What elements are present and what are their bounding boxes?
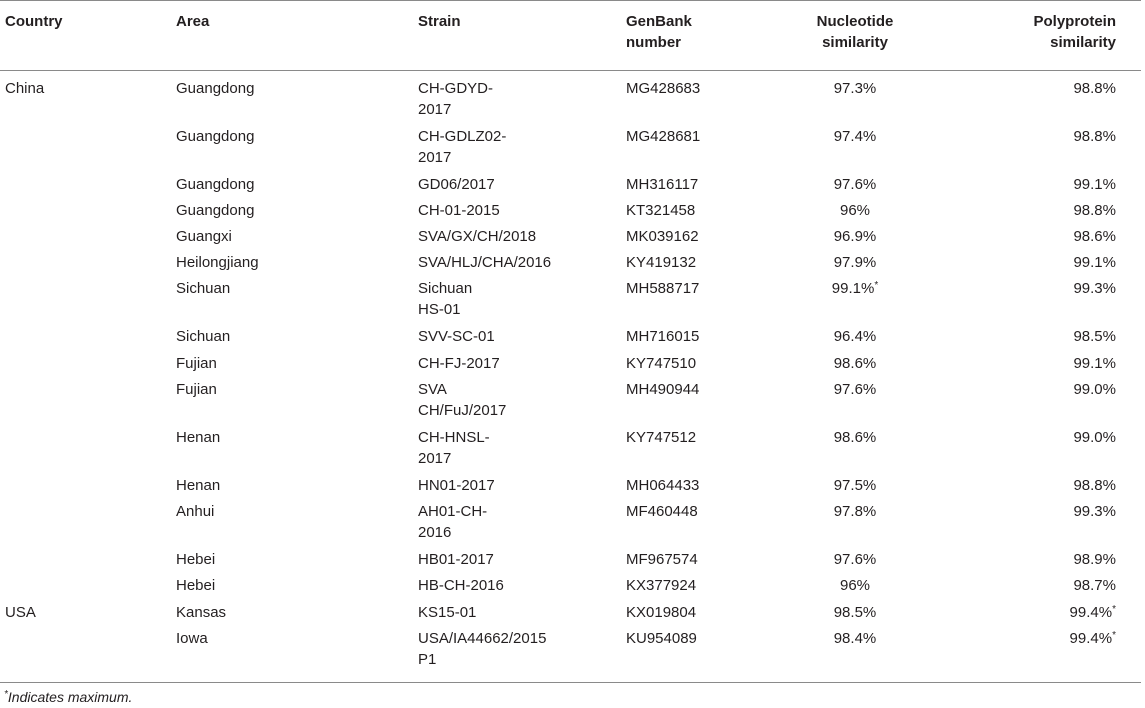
cell-genbank-text: MF460448 — [626, 503, 698, 520]
cell-genbank — [626, 549, 736, 570]
cell-genbank-text: MH588717 — [626, 280, 700, 297]
cell-polyprotein — [975, 252, 1116, 273]
cell-polyprotein — [975, 501, 1116, 522]
cell-area — [176, 78, 254, 99]
cell-nucleotide-text: 97.4% — [833, 128, 877, 145]
cell-strain-text: SVV-SC-01 — [418, 328, 495, 345]
cell-strain-text: AH01-CH- 2016 — [418, 503, 488, 541]
cell-strain-text: CH-GDYD- 2017 — [418, 80, 493, 118]
cell-polyprotein — [975, 549, 1116, 570]
cell-strain-text: HB-CH-2016 — [418, 577, 504, 594]
cell-country — [5, 602, 36, 623]
cell-polyprotein-text: 98.8% — [1073, 80, 1116, 97]
cell-area-text: Hebei — [176, 551, 216, 568]
cell-strain — [418, 126, 578, 168]
cell-genbank — [626, 379, 736, 400]
cell-polyprotein-text: 99.1% — [1073, 355, 1116, 372]
cell-strain-text: SVA CH/FuJ/2017 — [418, 381, 507, 419]
cell-area-text: Hebei — [176, 577, 216, 594]
cell-area — [176, 174, 254, 195]
cell-genbank-text: KY419132 — [626, 254, 697, 271]
cell-area-text: Sichuan — [176, 328, 231, 345]
cell-area-text: Iowa — [176, 630, 208, 647]
cell-nucleotide — [760, 78, 950, 99]
cell-strain — [418, 353, 578, 374]
cell-genbank-text: MG428681 — [626, 128, 701, 145]
cell-strain — [418, 501, 578, 543]
cell-strain — [418, 602, 578, 623]
cell-genbank — [626, 78, 736, 99]
cell-polyprotein-text: 98.6% — [1073, 228, 1116, 245]
cell-genbank — [626, 174, 736, 195]
cell-area-text: Fujian — [176, 355, 217, 372]
cell-strain-text: Sichuan HS-01 — [418, 280, 473, 318]
cell-polyprotein — [975, 628, 1116, 649]
cell-genbank-text: MF967574 — [626, 551, 698, 568]
cell-nucleotide — [760, 326, 950, 347]
cell-genbank — [626, 126, 736, 147]
cell-strain-text: CH-HNSL- 2017 — [418, 429, 490, 467]
footnote-mark: * — [4, 689, 8, 700]
cell-area-text: Henan — [176, 477, 221, 494]
cell-polyprotein — [975, 427, 1116, 448]
header-country: Country — [5, 13, 63, 30]
cell-genbank-text: MK039162 — [626, 228, 699, 245]
cell-genbank — [626, 475, 736, 496]
cell-nucleotide-text: 96% — [839, 202, 871, 219]
cell-area — [176, 379, 217, 400]
cell-area-text: Guangdong — [176, 176, 255, 193]
cell-nucleotide-text: 96.4% — [833, 328, 877, 345]
cell-genbank-text: MH064433 — [626, 477, 700, 494]
cell-genbank-text: MG428683 — [626, 80, 701, 97]
cell-genbank-text: KT321458 — [626, 202, 696, 219]
cell-nucleotide-text: 97.6% — [833, 381, 877, 398]
cell-genbank — [626, 628, 736, 649]
cell-strain-text: CH-FJ-2017 — [418, 355, 500, 372]
cell-polyprotein-text: 99.4% — [1069, 604, 1113, 621]
cell-area-text: Sichuan — [176, 280, 231, 297]
cell-genbank — [626, 353, 736, 374]
cell-strain-text: SVA/HLJ/CHA/2016 — [418, 254, 552, 271]
cell-polyprotein — [975, 226, 1116, 247]
cell-strain — [418, 475, 578, 496]
cell-nucleotide-text: 98.6% — [833, 429, 877, 446]
cell-genbank-text: KX377924 — [626, 577, 697, 594]
cell-area — [176, 353, 217, 374]
cell-nucleotide — [760, 628, 950, 649]
cell-area-text: Guangdong — [176, 202, 255, 219]
cell-polyprotein — [975, 379, 1116, 400]
footnote-text: Indicates maximum. — [7, 689, 133, 705]
cell-area-text: Guangdong — [176, 128, 255, 145]
cell-area — [176, 252, 259, 273]
cell-nucleotide-text: 97.3% — [833, 80, 877, 97]
cell-area — [176, 501, 214, 522]
cell-nucleotide — [760, 427, 950, 448]
cell-strain-text: HB01-2017 — [418, 551, 494, 568]
cell-polyprotein-text: 99.1% — [1073, 176, 1116, 193]
cell-nucleotide-text: 97.6% — [833, 176, 877, 193]
cell-area-text: Kansas — [176, 604, 227, 621]
cell-area-text: Guangxi — [176, 228, 232, 245]
cell-genbank — [626, 575, 736, 596]
cell-nucleotide — [760, 200, 950, 221]
cell-nucleotide-text: 96% — [839, 577, 871, 594]
bottom-rule — [0, 682, 1141, 683]
cell-strain — [418, 549, 578, 570]
cell-strain — [418, 252, 578, 273]
cell-area — [176, 200, 254, 221]
cell-polyprotein — [975, 78, 1116, 99]
cell-nucleotide-text: 97.8% — [833, 503, 877, 520]
maximum-mark: * — [874, 280, 879, 291]
cell-strain-text: HN01-2017 — [418, 477, 495, 494]
cell-genbank — [626, 278, 736, 299]
header-polyprotein: Polyprotein similarity — [1033, 13, 1116, 51]
cell-genbank — [626, 501, 736, 522]
cell-polyprotein-text: 98.5% — [1073, 328, 1116, 345]
cell-strain — [418, 575, 578, 596]
cell-nucleotide — [760, 353, 950, 374]
cell-nucleotide-text: 97.6% — [833, 551, 877, 568]
cell-polyprotein — [975, 278, 1116, 299]
cell-nucleotide — [760, 575, 950, 596]
cell-area — [176, 326, 230, 347]
cell-country-text: USA — [5, 604, 36, 621]
cell-nucleotide-text: 98.5% — [833, 604, 877, 621]
cell-area-text: Guangdong — [176, 80, 255, 97]
cell-polyprotein-text: 99.1% — [1073, 254, 1116, 271]
cell-strain — [418, 427, 578, 469]
cell-strain — [418, 78, 578, 120]
cell-strain — [418, 379, 578, 421]
cell-polyprotein-text: 99.3% — [1073, 280, 1116, 297]
cell-polyprotein-text: 98.8% — [1073, 128, 1116, 145]
cell-country-text: China — [5, 80, 45, 97]
cell-nucleotide — [760, 226, 950, 247]
cell-area — [176, 126, 254, 147]
cell-polyprotein — [975, 326, 1116, 347]
cell-area-text: Henan — [176, 429, 221, 446]
cell-strain — [418, 200, 578, 221]
header-strain: Strain — [418, 13, 461, 30]
cell-genbank-text: MH716015 — [626, 328, 700, 345]
cell-strain-text: GD06/2017 — [418, 176, 495, 193]
cell-genbank — [626, 427, 736, 448]
cell-strain-text: CH-GDLZ02- 2017 — [418, 128, 507, 166]
cell-polyprotein-text: 98.8% — [1073, 202, 1116, 219]
cell-genbank-text: KY747510 — [626, 355, 697, 372]
cell-area — [176, 427, 220, 448]
cell-area — [176, 575, 215, 596]
cell-polyprotein — [975, 602, 1116, 623]
cell-strain — [418, 326, 578, 347]
cell-nucleotide — [760, 379, 950, 400]
cell-polyprotein — [975, 575, 1116, 596]
cell-polyprotein-text: 98.9% — [1073, 551, 1116, 568]
cell-nucleotide-text: 97.5% — [833, 477, 877, 494]
cell-genbank-text: MH316117 — [626, 176, 699, 193]
cell-polyprotein — [975, 174, 1116, 195]
cell-nucleotide-text: 98.4% — [833, 630, 877, 647]
cell-polyprotein-text: 99.0% — [1073, 429, 1116, 446]
cell-genbank-text: KY747512 — [626, 429, 697, 446]
cell-area-text: Heilongjiang — [176, 254, 259, 271]
cell-genbank-text: KX019804 — [626, 604, 697, 621]
header-rule — [0, 70, 1141, 71]
cell-genbank — [626, 252, 736, 273]
cell-polyprotein-text: 98.7% — [1073, 577, 1116, 594]
table-header — [0, 11, 1145, 71]
cell-genbank — [626, 602, 736, 623]
cell-polyprotein-text: 99.4% — [1069, 630, 1113, 647]
cell-polyprotein — [975, 200, 1116, 221]
cell-area-text: Anhui — [176, 503, 215, 520]
cell-area — [176, 549, 215, 570]
cell-strain — [418, 226, 578, 247]
cell-nucleotide — [760, 501, 950, 522]
cell-strain-text: SVA/GX/CH/2018 — [418, 228, 537, 245]
cell-nucleotide — [760, 126, 950, 147]
maximum-mark: * — [1112, 604, 1116, 615]
cell-area — [176, 278, 230, 299]
header-nucleotide: Nucleotide similarity — [816, 13, 894, 51]
cell-genbank-text: KU954089 — [626, 630, 697, 647]
cell-nucleotide-text: 99.1% — [831, 280, 875, 297]
top-rule — [0, 0, 1141, 1]
cell-nucleotide-text: 96.9% — [833, 228, 877, 245]
cell-strain — [418, 628, 578, 670]
cell-nucleotide-text: 97.9% — [833, 254, 877, 271]
cell-genbank — [626, 326, 736, 347]
cell-nucleotide — [760, 174, 950, 195]
cell-nucleotide — [760, 602, 950, 623]
cell-area — [176, 226, 232, 247]
cell-area — [176, 475, 220, 496]
cell-polyprotein-text: 98.8% — [1073, 477, 1116, 494]
cell-strain-text: KS15-01 — [418, 604, 477, 621]
cell-genbank — [626, 200, 736, 221]
header-area: Area — [176, 13, 210, 30]
cell-polyprotein-text: 99.0% — [1073, 381, 1116, 398]
cell-strain-text: USA/IA44662/2015 P1 — [418, 630, 547, 668]
cell-nucleotide — [760, 252, 950, 273]
footnote — [4, 689, 132, 705]
cell-strain-text: CH-01-2015 — [418, 202, 500, 219]
cell-country — [5, 78, 44, 99]
cell-polyprotein — [975, 126, 1116, 147]
cell-area-text: Fujian — [176, 381, 217, 398]
cell-polyprotein — [975, 475, 1116, 496]
cell-genbank-text: MH490944 — [626, 381, 700, 398]
cell-strain — [418, 278, 578, 320]
cell-area — [176, 628, 208, 649]
cell-strain — [418, 174, 578, 195]
cell-nucleotide — [760, 475, 950, 496]
cell-polyprotein-text: 99.3% — [1073, 503, 1116, 520]
cell-genbank — [626, 226, 736, 247]
maximum-mark: * — [1112, 630, 1116, 641]
cell-nucleotide-text: 98.6% — [833, 355, 877, 372]
cell-nucleotide — [760, 278, 950, 299]
cell-polyprotein — [975, 353, 1116, 374]
cell-area — [176, 602, 226, 623]
cell-nucleotide — [760, 549, 950, 570]
header-genbank: GenBank number — [626, 13, 692, 51]
